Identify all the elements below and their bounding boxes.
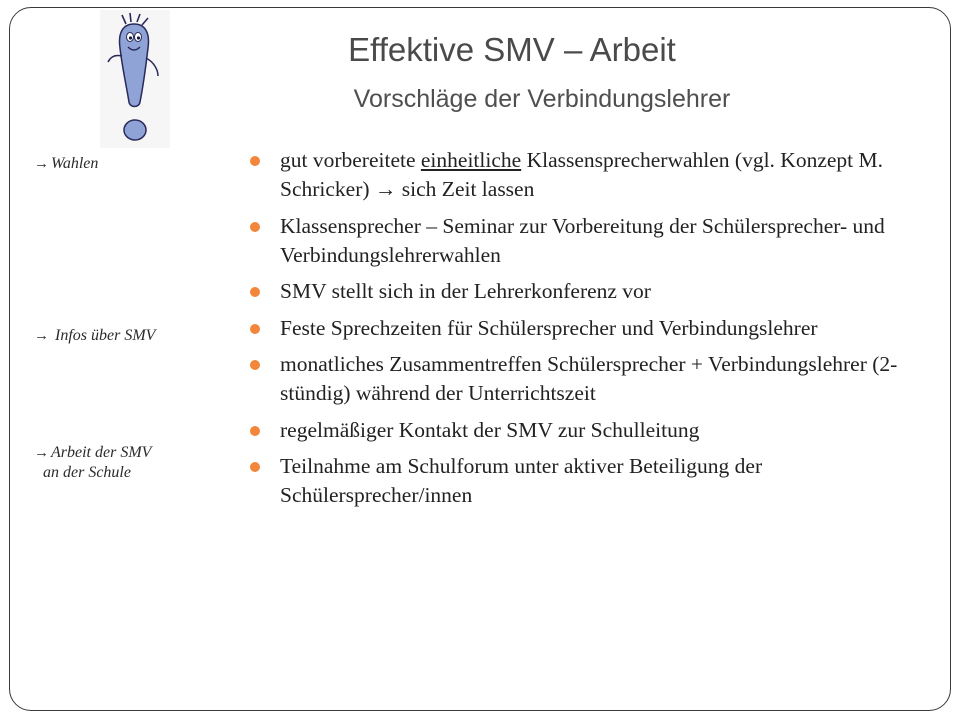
underlined-word: einheitliche: [420, 148, 522, 172]
bullet-item: regelmäßiger Kontakt der SMV zur Schulleitung: [250, 416, 930, 445]
bullet-list: [250, 146, 930, 518]
side-note-label: Wahlen: [51, 155, 99, 172]
bullet-item: gut vorbereitete einheitliche Klassensprecherwahlen (vgl. Konzept M. Schricker) → sich Zeit lassen: [250, 146, 930, 204]
side-note-label: Infos über SMV: [51, 327, 156, 344]
slide-title: Effektive SMV – Arbeit: [348, 31, 676, 68]
bullet-item: Teilnahme am Schulforum unter aktiver Beteiligung der Schülersprecher/innen: [250, 452, 930, 510]
arrow-right-icon: →: [374, 177, 397, 201]
side-note-label: Arbeit der SMV: [51, 444, 152, 461]
bullet-item: Klassensprecher – Seminar zur Vorbereitung der Schülersprecher- und Verbindungslehrerwahlen: [250, 212, 930, 270]
arrow-right-icon: →: [34, 445, 49, 461]
arrow-right-icon: →: [34, 156, 49, 172]
side-note-arbeit: [34, 443, 151, 483]
bullet-item: Feste Sprechzeiten für Schülersprecher und Verbindungslehrer: [250, 314, 930, 343]
side-note-wahlen: [34, 154, 98, 174]
slide-subtitle: Vorschläge der Verbindungslehrer: [353, 85, 731, 113]
exclamation-mascot-icon: [100, 10, 170, 148]
bullet-item: monatliches Zusammentreffen Schülersprecher + Verbindungslehrer (2-stündig) während der Unterrichtszeit: [250, 350, 930, 408]
side-note-label-line2: an der Schule: [43, 464, 131, 481]
bullet-item: SMV stellt sich in der Lehrerkonferenz vor: [250, 277, 930, 306]
side-note-infos: [34, 326, 155, 346]
arrow-right-icon: →: [34, 328, 49, 344]
